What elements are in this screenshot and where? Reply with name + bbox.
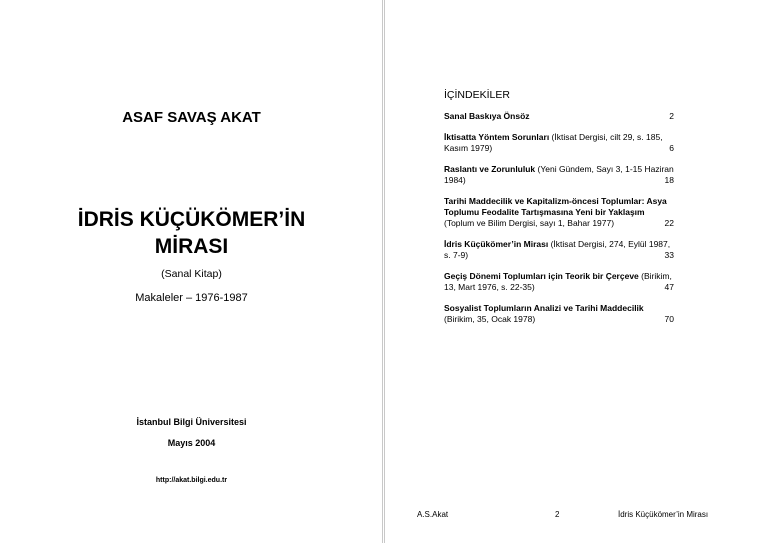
toc-entry-detail: (İktisat Dergisi, 274, Eylül 1987, s. 7-9) bbox=[444, 239, 671, 260]
toc-entry bbox=[444, 164, 676, 186]
website-url: http://akat.bilgi.edu.tr bbox=[155, 477, 228, 484]
toc-entry-page: 70 bbox=[664, 314, 674, 324]
footer-page-number: 2 bbox=[555, 510, 560, 519]
toc-entry-title: Geçiş Dönemi Toplumları için Teorik bir Çerçeve bbox=[444, 271, 639, 281]
toc-entry-title: İdris Küçükömer’in Mirası bbox=[444, 239, 549, 249]
toc-entry-page: 47 bbox=[664, 282, 674, 292]
toc-entry-title: İktisatta Yöntem Sorunları bbox=[444, 132, 550, 142]
footer-author: A.S.Akat bbox=[417, 510, 449, 519]
book-title-line2: MİRASI bbox=[154, 235, 229, 258]
book-title-line1: İDRİS KÜÇÜKÖMER’İN bbox=[77, 208, 306, 231]
book-title bbox=[0, 206, 383, 260]
toc-entry-detail: (Birikim, 13, Mart 1976, s. 22-35) bbox=[444, 271, 672, 292]
book-subtitle: (Sanal Kitap) bbox=[161, 268, 222, 280]
toc-heading: İÇİNDEKİLER bbox=[444, 89, 510, 101]
toc-entry bbox=[444, 239, 676, 261]
toc-entry-page: 18 bbox=[664, 175, 674, 185]
toc-entry-page: 2 bbox=[669, 111, 674, 121]
toc-entry-detail: (Birikim, 35, Ocak 1978) bbox=[444, 314, 536, 324]
toc-entry-title: Tarihi Maddecilik ve Kapitalizm-öncesi Toplumlar: Asya Toplumu Feodalite Tartışmasına Yeni bir Yaklaşım bbox=[444, 196, 667, 217]
publication-date: Mayıs 2004 bbox=[167, 438, 216, 448]
toc-entry-page: 6 bbox=[669, 143, 674, 153]
toc-entry bbox=[444, 303, 676, 325]
toc-entry-title: Sosyalist Toplumların Analizi ve Tarihi Maddecilik bbox=[444, 303, 644, 313]
toc-entry-detail: (Yeni Gündem, Sayı 3, 1-15 Haziran 1984) bbox=[444, 164, 674, 185]
toc-entry-page: 22 bbox=[664, 218, 674, 228]
toc-entry bbox=[444, 132, 676, 154]
toc-entry-detail: (Toplum ve Bilim Dergisi, sayı 1, Bahar 1977) bbox=[444, 218, 615, 228]
toc-entry-detail: (İktisat Dergisi, cilt 29, s. 185, Kasım 1979) bbox=[444, 132, 663, 153]
toc-entry bbox=[444, 196, 676, 229]
footer-book-title: İdris Küçükömer’in Mirası bbox=[618, 510, 709, 519]
toc-entry-title: Sanal Baskıya Önsöz bbox=[444, 111, 530, 121]
toc-entry bbox=[444, 271, 676, 293]
toc-entry-page: 33 bbox=[664, 250, 674, 260]
publisher: İstanbul Bilgi Üniversitesi bbox=[136, 417, 247, 427]
table-of-contents bbox=[444, 111, 676, 335]
author-name: ASAF SAVAŞ AKAT bbox=[122, 109, 261, 126]
essays-range: Makaleler – 1976-1987 bbox=[135, 292, 248, 304]
toc-entry-title: Raslantı ve Zorunluluk bbox=[444, 164, 536, 174]
toc-entry bbox=[444, 111, 676, 122]
